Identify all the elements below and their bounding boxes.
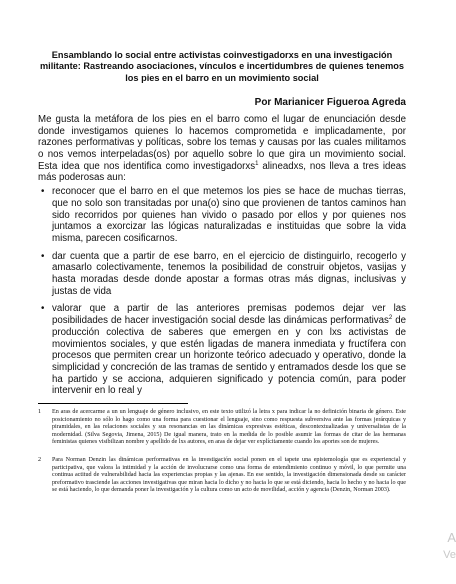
intro-text-1: Me gusta la metáfora de los pies en el barro como el lugar de enunciación desde donde investigamos quienes lo hacemos comprometida e implicadamente, por razones performativas y políticas, sobre los temas y causas por las cuales militamos o nos vemos interpeladas(os) por aquello sobre lo que gira un movimiento social. Esta idea que nos identifica como investigadorxs xyxy=(38,113,406,172)
bullet-text-b: de producción colectiva de saberes que emergen en y con lxs activistas de movimientos sociales, y que estén ligadas de manera inmediata y fructífera con procesos que permiten crear un horizonte teórico adecuado y operativo, donde la simplicidad y concreción de las tramas de sentido y entramados desde los que se ha partido y se acciona, adquieren significado y potencia común, para poder intervenir en lo real y xyxy=(52,315,406,397)
activation-watermark-line-2: Ve xyxy=(443,549,456,561)
bullet-text-a: valorar que a partir de las anteriores premisas podemos dejar ver las posibilidades de hacer investigación social desde las dinámicas performativas xyxy=(52,303,406,327)
footnote-1 xyxy=(38,409,406,447)
footnote-ref-2[interactable]: 2 xyxy=(388,314,393,321)
document-title: Ensamblando lo social entre activistas coinvestigadorxs en una investigación militante: Rastreando asociaciones, vínculos e incertidumbres de quienes tenemos los pies en el barro en un movimiento social xyxy=(39,50,405,83)
footnote-2 xyxy=(38,457,406,495)
intro-paragraph xyxy=(38,114,406,184)
footnote-text: Para Norman Denzin las dinámicas performativas en la investigación social ponen en el tapete una epistemología que es experiencial y participativa, que valora la intimidad y la acción de involucrarse como una forma de entendimiento continuo y móvil, lo que permite una continua actitud de vulnerabilidad hacia las experiencias propias y las ajenas. En ese sentido, la investigación dimensionada desde su carácter preformativo trasciende las acciones investigativas que miran hacia lo dicho y no hacia lo que se está diciendo, hacia lo hecho y no hacia lo que se está haciendo, lo que demanda poner la investigación y la cultura como un acto de movilidad, acción y agencia (Denzin, Norman 2003). xyxy=(52,457,406,494)
bullet-item xyxy=(38,186,406,245)
bullet-item xyxy=(38,251,406,298)
bullet-dot-icon: • xyxy=(41,250,45,262)
footnote-separator xyxy=(38,403,188,404)
bullet-list xyxy=(38,186,406,397)
bullet-text: dar cuenta que a partir de ese barro, en el ejercicio de distinguirlo, recogerlo y amasarlo colectivamente, tenemos la posibilidad de construir objetos, vasijas y hasta moradas desde donde apostar a formas otras más dignas, inclusivas y justas de vida xyxy=(52,250,406,297)
document-page xyxy=(38,50,406,495)
footnote-ref-1[interactable]: 1 xyxy=(255,160,259,167)
footnote-text: En aras de acercarme a un un lenguaje de género inclusivo, en este texto utilizó la letra x para indicar la no definición binaria de género. Este posicionamiento no sólo lo hago como una forma para cuestionar el lenguaje, sino como respuesta subversiva ante las formas jerárquicas y piramidales, en las relaciones sociales y sus resonancias en las dinámicas expresivas estéticas, descontextualizadas y universalistas de la modernidad. (Silva Segovia, Jimena, 2015) De igual manera, trato en la medida de lo posible asumir las formas de citar de las hermanas feministas quienes visibilizan nombre y apellido de lxs autores, en aras de dejar ver explícitamente cuando los aportes son de mujeres. xyxy=(52,409,406,446)
intro-text-2: alineadxs, nos lleva a tres ideas más poderosas aun: xyxy=(38,160,406,184)
activation-watermark-line-1: A xyxy=(447,530,456,545)
bullet-dot-icon: • xyxy=(41,303,45,315)
bullet-dot-icon: • xyxy=(41,186,45,198)
footnote-number: 2 xyxy=(38,457,42,464)
author-line: Por Marianicer Figueroa Agreda xyxy=(254,96,406,108)
bullet-text: reconocer que el barro en el que metemos los pies se hace de muchas tierras, que no solo son transitadas por una(o) sino que provienen de tantos caminos han sido recorridos por quienes han vivido o pasado por ellos y por quienes nos juntamos a exorcizar las lógicas naturalizadas e instituidas que sobre la vida misma, parecen cosificarnos. xyxy=(52,186,406,244)
bullet-item xyxy=(38,303,406,397)
footnote-number: 1 xyxy=(38,409,42,416)
